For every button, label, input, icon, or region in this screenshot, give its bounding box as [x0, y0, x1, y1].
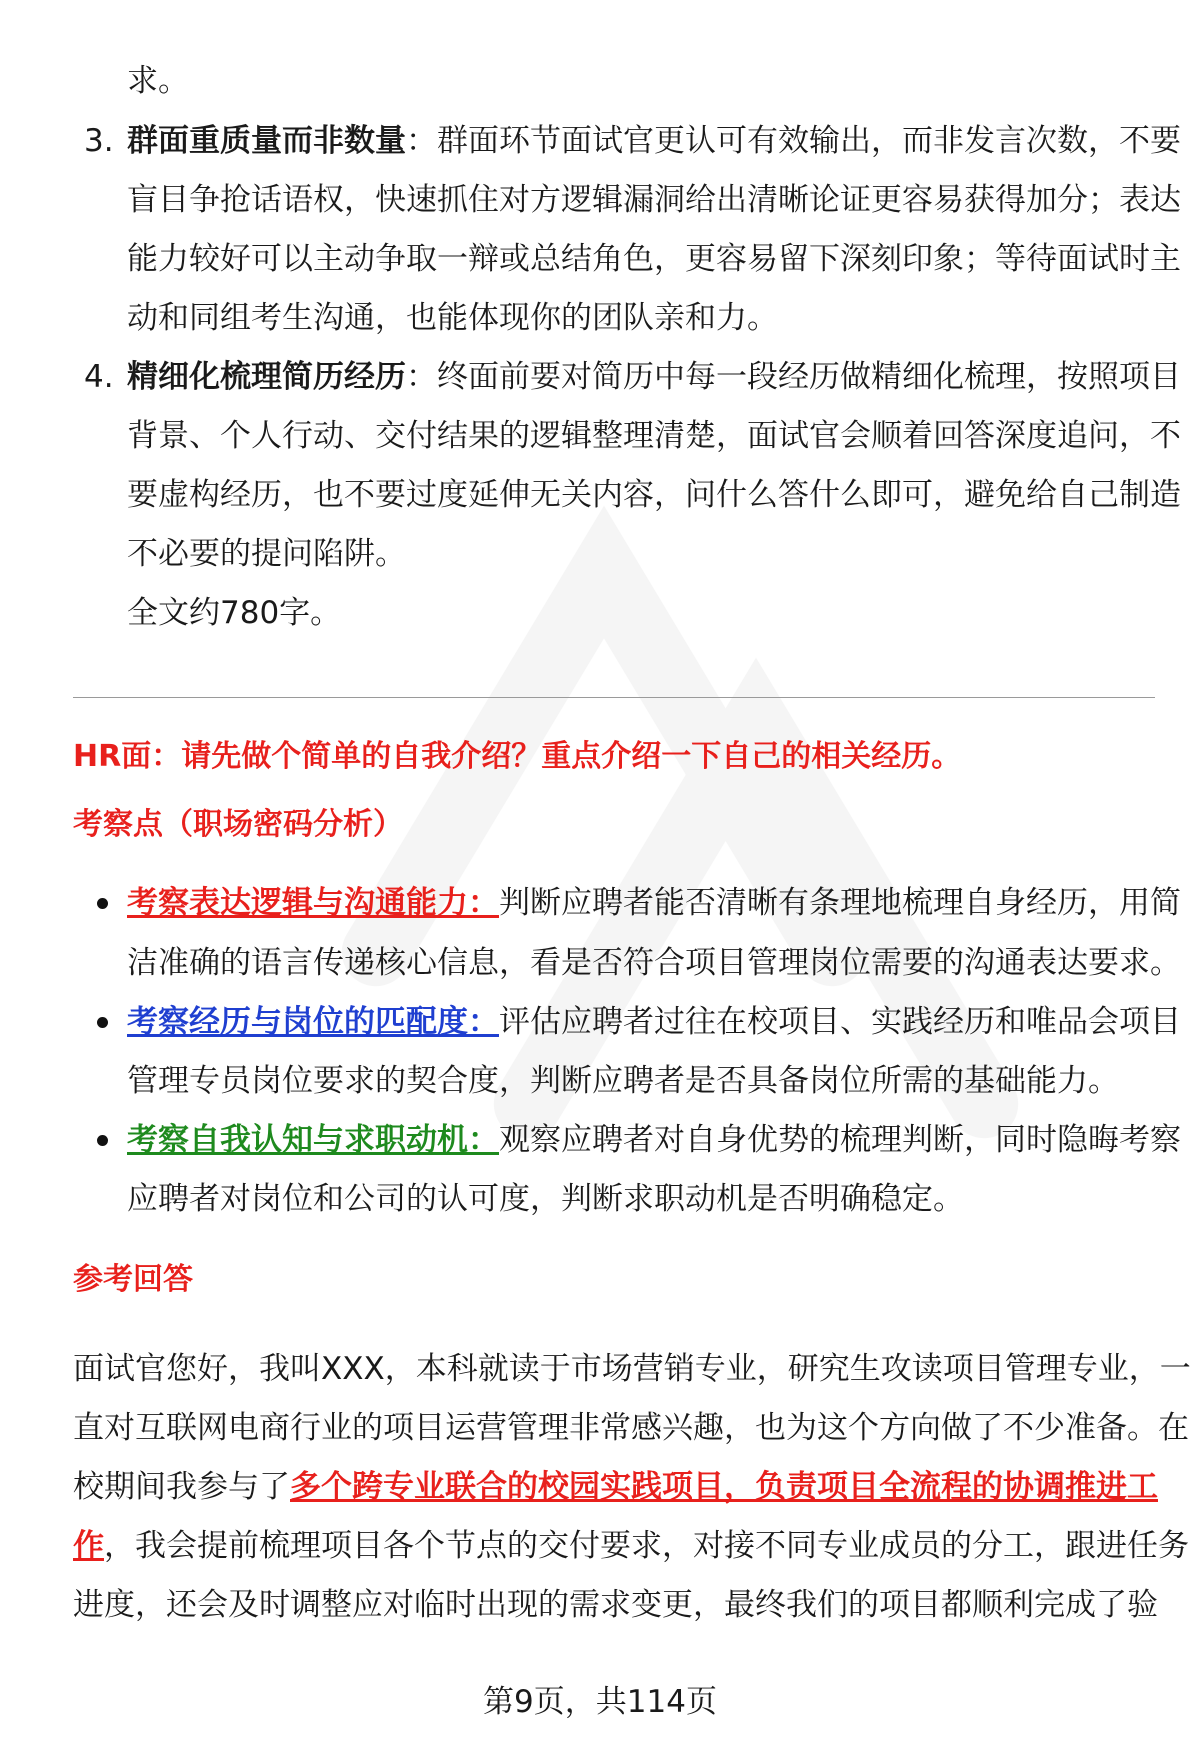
- bullet-dot: [97, 898, 108, 909]
- page-number: 第9页，共114页: [483, 1684, 717, 1720]
- answer-line-3: 校期间我参与了多个跨专业联合的校园实践项目，负责项目全流程的协调推进工: [73, 1469, 1158, 1505]
- list-continuation: 求。: [127, 63, 189, 99]
- list-item-3-line-4: 动和同组考生沟通，也能体现你的团队亲和力。: [127, 300, 778, 336]
- list-number-4: 4.: [84, 359, 114, 395]
- section-divider: [73, 697, 1155, 698]
- list-item-4-line-1: 精细化梳理简历经历：终面前要对简历中每一段经历做精细化梳理，按照项目: [127, 359, 1181, 395]
- analysis-point-2-label: 考察经历与岗位的匹配度：: [127, 1004, 499, 1040]
- bullet-dot: [97, 1135, 108, 1146]
- list-item-4-line-2: 背景、个人行动、交付结果的逻辑整理清楚，面试官会顺着回答深度追问，不: [127, 418, 1181, 454]
- list-item-3-line-3: 能力较好可以主动争取一辩或总结角色，更容易留下深刻印象；等待面试时主: [127, 241, 1181, 277]
- answer-line-1: 面试官您好，我叫XXX，本科就读于市场营销专业，研究生攻读项目管理专业，一: [73, 1351, 1191, 1387]
- list-item-4-line-3: 要虚构经历，也不要过度延伸无关内容，问什么答什么即可，避免给自己制造: [127, 477, 1181, 513]
- analysis-point-1-line-1: 考察表达逻辑与沟通能力：判断应聘者能否清晰有条理地梳理自身经历，用简: [127, 885, 1181, 921]
- answer-highlight-end: 作: [73, 1528, 104, 1564]
- word-count: 全文约780字。: [127, 595, 342, 631]
- answer-line-4: 作，我会提前梳理项目各个节点的交付要求，对接不同专业成员的分工，跟进任务: [73, 1528, 1189, 1564]
- analysis-heading: 考察点（职场密码分析）: [73, 807, 403, 842]
- list-item-3-title: 群面重质量而非数量: [127, 123, 406, 159]
- analysis-point-1-label: 考察表达逻辑与沟通能力：: [127, 885, 499, 921]
- list-item-3-line-1: 群面重质量而非数量：群面环节面试官更认可有效输出，而非发言次数，不要: [127, 123, 1181, 159]
- analysis-point-2-line-2: 管理专员岗位要求的契合度，判断应聘者是否具备岗位所需的基础能力。: [127, 1063, 1119, 1099]
- answer-line-2: 直对互联网电商行业的项目运营管理非常感兴趣，也为这个方向做了不少准备。在: [73, 1410, 1189, 1446]
- analysis-point-3-label: 考察自我认知与求职动机：: [127, 1122, 499, 1158]
- analysis-point-3-line-1: 考察自我认知与求职动机：观察应聘者对自身优势的梳理判断，同时隐晦考察: [127, 1122, 1181, 1158]
- list-item-4-title: 精细化梳理简历经历: [127, 359, 406, 395]
- answer-line-5: 进度，还会及时调整应对临时出现的需求变更，最终我们的项目都顺利完成了验: [73, 1587, 1158, 1623]
- list-item-3-line-2: 盲目争抢话语权，快速抓住对方逻辑漏洞给出清晰论证更容易获得加分；表达: [127, 182, 1181, 218]
- analysis-point-1-line-2: 洁准确的语言传递核心信息，看是否符合项目管理岗位需要的沟通表达要求。: [127, 945, 1181, 981]
- list-item-4-line-4: 不必要的提问陷阱。: [127, 536, 406, 572]
- question-title: HR面：请先做个简单的自我介绍？重点介绍一下自己的相关经历。: [73, 739, 962, 774]
- analysis-point-2-line-1: 考察经历与岗位的匹配度：评估应聘者过往在校项目、实践经历和唯品会项目: [127, 1004, 1181, 1040]
- answer-highlight: 多个跨专业联合的校园实践项目，负责项目全流程的协调推进工: [290, 1469, 1158, 1505]
- bullet-dot: [97, 1017, 108, 1028]
- analysis-point-3-line-2: 应聘者对岗位和公司的认可度，判断求职动机是否明确稳定。: [127, 1181, 964, 1217]
- list-number-3: 3.: [84, 123, 114, 159]
- answer-heading: 参考回答: [73, 1262, 193, 1297]
